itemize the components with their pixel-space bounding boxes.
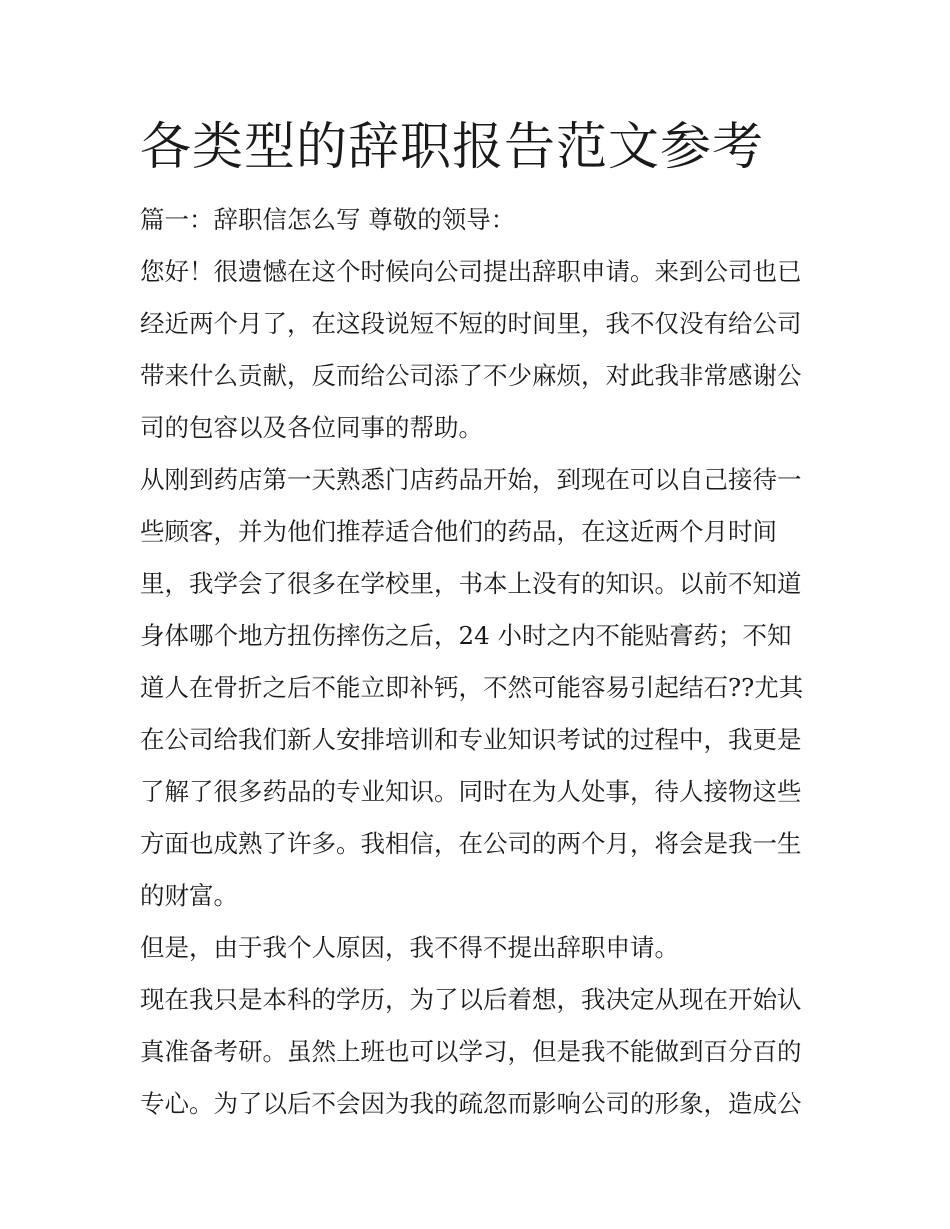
text-line: 些顾客，并为他们推荐适合他们的药品，在这近两个月时间 [140, 517, 777, 546]
text-line: 的财富。 [140, 881, 238, 910]
text-line: 里，我学会了很多在学校里，书本上没有的知识。以前不知道 [140, 569, 802, 598]
text-line: 专心。为了以后不会因为我的疏忽而影响公司的形象，造成公 [140, 1089, 802, 1118]
text-line: 身体哪个地方扭伤摔伤之后，24 小时之内不能贴膏药；不知 [140, 621, 792, 650]
text-line: 真准备考研。虽然上班也可以学习，但是我不能做到百分百的 [140, 1037, 802, 1066]
text-line: 但是，由于我个人原因，我不得不提出辞职申请。 [140, 933, 679, 962]
text-line: 现在我只是本科的学历，为了以后着想，我决定从现在开始认 [140, 985, 802, 1014]
text-line: 带来什么贡献，反而给公司添了不少麻烦，对此我非常感谢公 [140, 361, 802, 390]
text-line: 经近两个月了，在这段说短不短的时间里，我不仅没有给公司 [140, 309, 802, 338]
text-line: 道人在骨折之后不能立即补钙，不然可能容易引起结石??尤其 [140, 673, 804, 702]
text-line: 篇一：辞职信怎么写 尊敬的领导： [140, 205, 516, 234]
text-line: 司的包容以及各位同事的帮助。 [140, 413, 483, 442]
text-line: 在公司给我们新人安排培训和专业知识考试的过程中，我更是 [140, 725, 802, 754]
text-line: 从刚到药店第一天熟悉门店药品开始，到现在可以自己接待一 [140, 465, 802, 494]
text-line: 方面也成熟了许多。我相信，在公司的两个月，将会是我一生 [140, 829, 802, 858]
text-line: 您好！很遗憾在这个时候向公司提出辞职申请。来到公司也已 [140, 257, 802, 286]
text-line: 了解了很多药品的专业知识。同时在为人处事，待人接物这些 [140, 777, 802, 806]
document-title: 各类型的辞职报告范文参考 [140, 118, 765, 177]
